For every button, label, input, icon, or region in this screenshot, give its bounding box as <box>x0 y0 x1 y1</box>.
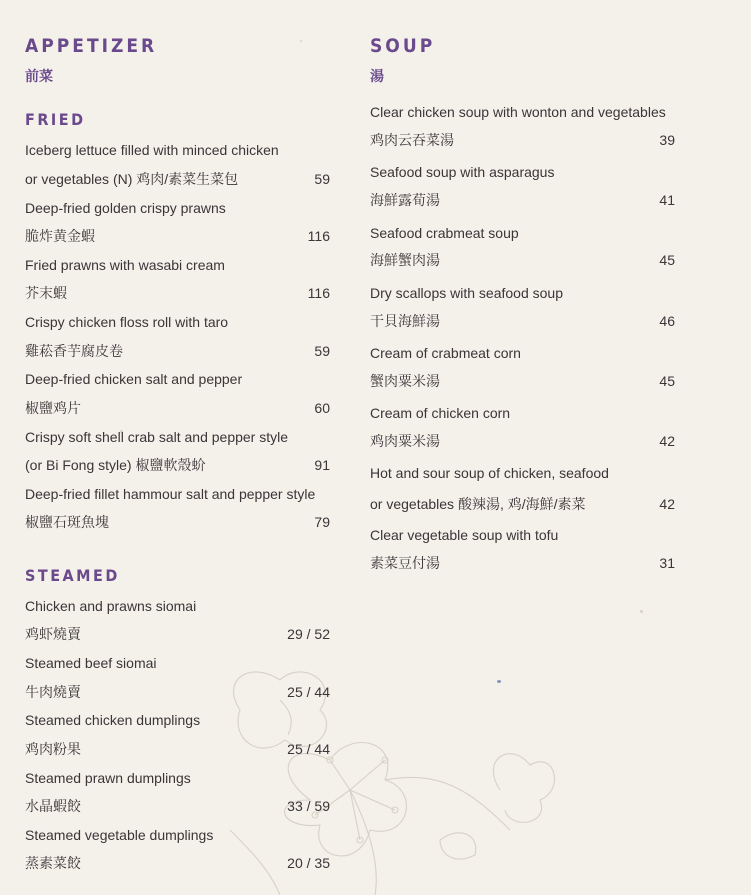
item-name: Deep-fried chicken salt and pepper <box>25 371 243 387</box>
item-name-chinese: 脆炸黄金蝦 <box>25 228 95 244</box>
menu-item-line <box>370 223 675 243</box>
item-price: 116 <box>307 285 330 301</box>
item-price: 29 / 52 <box>287 626 330 642</box>
item-name-chinese: 椒鹽鸡片 <box>25 400 81 416</box>
item-name: Clear vegetable soup with tofu <box>370 527 559 543</box>
menu-item-line <box>25 710 330 730</box>
item-name-chinese: 鸡肉粉果 <box>25 741 81 757</box>
item-name: Steamed vegetable dumplings <box>25 827 214 843</box>
item-name: Steamed prawn dumplings <box>25 770 191 786</box>
menu-item-line <box>370 343 675 363</box>
item-price: 31 <box>659 555 675 571</box>
menu-item-line <box>25 198 330 218</box>
menu-item-line <box>25 653 330 673</box>
item-name-chinese: 蒸素菜餃 <box>25 855 81 871</box>
item-name-chinese: 椒鹽石斑魚塊 <box>25 514 109 530</box>
item-name: Crispy chicken floss roll with taro <box>25 314 229 330</box>
section-title-steamed: STEAMED <box>25 566 120 585</box>
item-name-chinese: or vegetables (N) 鸡肉/素菜生菜包 <box>25 171 239 187</box>
item-name-chinese: 蟹肉粟米湯 <box>370 373 440 389</box>
item-price: 45 <box>659 252 675 268</box>
menu-item-line <box>370 102 675 122</box>
menu-item-line <box>370 463 675 483</box>
paper-speck <box>640 610 643 613</box>
item-name: Hot and sour soup of chicken, seafood <box>370 465 609 481</box>
item-name: Clear chicken soup with wonton and vegetables <box>370 104 666 120</box>
menu-item-line <box>25 169 330 189</box>
menu-item-line <box>25 427 330 447</box>
menu-item-line <box>25 455 330 475</box>
item-name-chinese: 鸡肉粟米湯 <box>370 433 440 449</box>
item-name: Cream of crabmeat corn <box>370 345 521 361</box>
item-price: 116 <box>307 228 330 244</box>
menu-item-line <box>370 494 675 514</box>
item-price: 60 <box>314 400 330 416</box>
item-price: 41 <box>659 192 675 208</box>
item-name-chinese: 海鮮露荀湯 <box>370 192 440 208</box>
item-price: 25 / 44 <box>287 741 330 757</box>
appetizer-title: APPETIZER <box>25 35 158 57</box>
item-name-chinese: or vegetables 酸辣湯, 鸡/海鮮/素菜 <box>370 496 586 512</box>
item-name: Seafood soup with asparagus <box>370 164 555 180</box>
item-name-chinese: 鸡虾燒賣 <box>25 626 81 642</box>
menu-item-line <box>370 371 675 391</box>
menu-item-line <box>370 431 675 451</box>
item-name-chinese: 鸡肉云吞菜湯 <box>370 132 454 148</box>
menu-item-line <box>370 525 675 545</box>
menu-item-line <box>370 311 675 331</box>
item-name: Crispy soft shell crab salt and pepper style <box>25 429 289 445</box>
menu-item-line <box>370 283 675 303</box>
item-name-chinese: 芥末蝦 <box>25 285 67 301</box>
item-name-chinese: 雞菘香芋腐皮卷 <box>25 343 123 359</box>
item-name: Chicken and prawns siomai <box>25 598 197 614</box>
menu-item-line <box>25 140 330 160</box>
menu-item-line <box>25 682 330 702</box>
item-name: Steamed chicken dumplings <box>25 712 201 728</box>
section-title-fried: FRIED <box>25 110 86 129</box>
item-name-chinese: 素菜豆付湯 <box>370 555 440 571</box>
item-price: 42 <box>659 496 675 512</box>
item-price: 91 <box>314 457 330 473</box>
soup-subtitle: 湯 <box>370 68 384 84</box>
item-price: 20 / 35 <box>287 855 330 871</box>
menu-item-line <box>25 739 330 759</box>
menu-item-line <box>370 403 675 423</box>
menu-item-line <box>25 398 330 418</box>
menu-item-line <box>25 768 330 788</box>
menu-item-line <box>25 341 330 361</box>
menu-item-line <box>370 250 675 270</box>
item-name: Cream of chicken corn <box>370 405 511 421</box>
item-price: 79 <box>314 514 330 530</box>
item-price: 45 <box>659 373 675 389</box>
menu-item-line <box>25 255 330 275</box>
item-name: Seafood crabmeat soup <box>370 225 519 241</box>
menu-item-line <box>25 512 330 532</box>
item-price: 42 <box>659 433 675 449</box>
soup-title: SOUP <box>370 35 436 57</box>
menu-item-line <box>25 825 330 845</box>
menu-item-line <box>25 853 330 873</box>
item-name: Fried prawns with wasabi cream <box>25 257 225 273</box>
item-name: Dry scallops with seafood soup <box>370 285 563 301</box>
item-name-chinese: 水晶蝦餃 <box>25 798 81 814</box>
menu-item-line <box>370 130 675 150</box>
item-name: Steamed beef siomai <box>25 655 157 671</box>
menu-item-line <box>25 226 330 246</box>
item-price: 46 <box>659 313 675 329</box>
item-name-chinese: (or Bi Fong style) 椒鹽軟殼蚧 <box>25 457 206 473</box>
paper-speck <box>300 40 302 42</box>
item-name: Deep-fried fillet hammour salt and pepper style <box>25 486 316 502</box>
menu-item-line <box>370 553 675 573</box>
item-price: 59 <box>314 343 330 359</box>
item-name: Iceberg lettuce filled with minced chicken <box>25 142 279 158</box>
item-name-chinese: 牛肉燒賣 <box>25 684 81 700</box>
menu-item-line <box>370 162 675 182</box>
item-name: Deep-fried golden crispy prawns <box>25 200 226 216</box>
item-price: 25 / 44 <box>287 684 330 700</box>
menu-item-line <box>25 596 330 616</box>
item-price: 33 / 59 <box>287 798 330 814</box>
menu-item-line <box>25 796 330 816</box>
item-name-chinese: 干貝海鮮湯 <box>370 313 440 329</box>
menu-item-line <box>25 484 330 504</box>
item-price: 39 <box>659 132 675 148</box>
menu-item-line <box>25 369 330 389</box>
menu-item-line <box>25 624 330 644</box>
menu-item-line <box>25 283 330 303</box>
menu-item-line <box>25 312 330 332</box>
menu-item-line <box>370 190 675 210</box>
appetizer-subtitle: 前菜 <box>25 68 53 84</box>
item-price: 59 <box>314 171 330 187</box>
item-name-chinese: 海鮮蟹肉湯 <box>370 252 440 268</box>
